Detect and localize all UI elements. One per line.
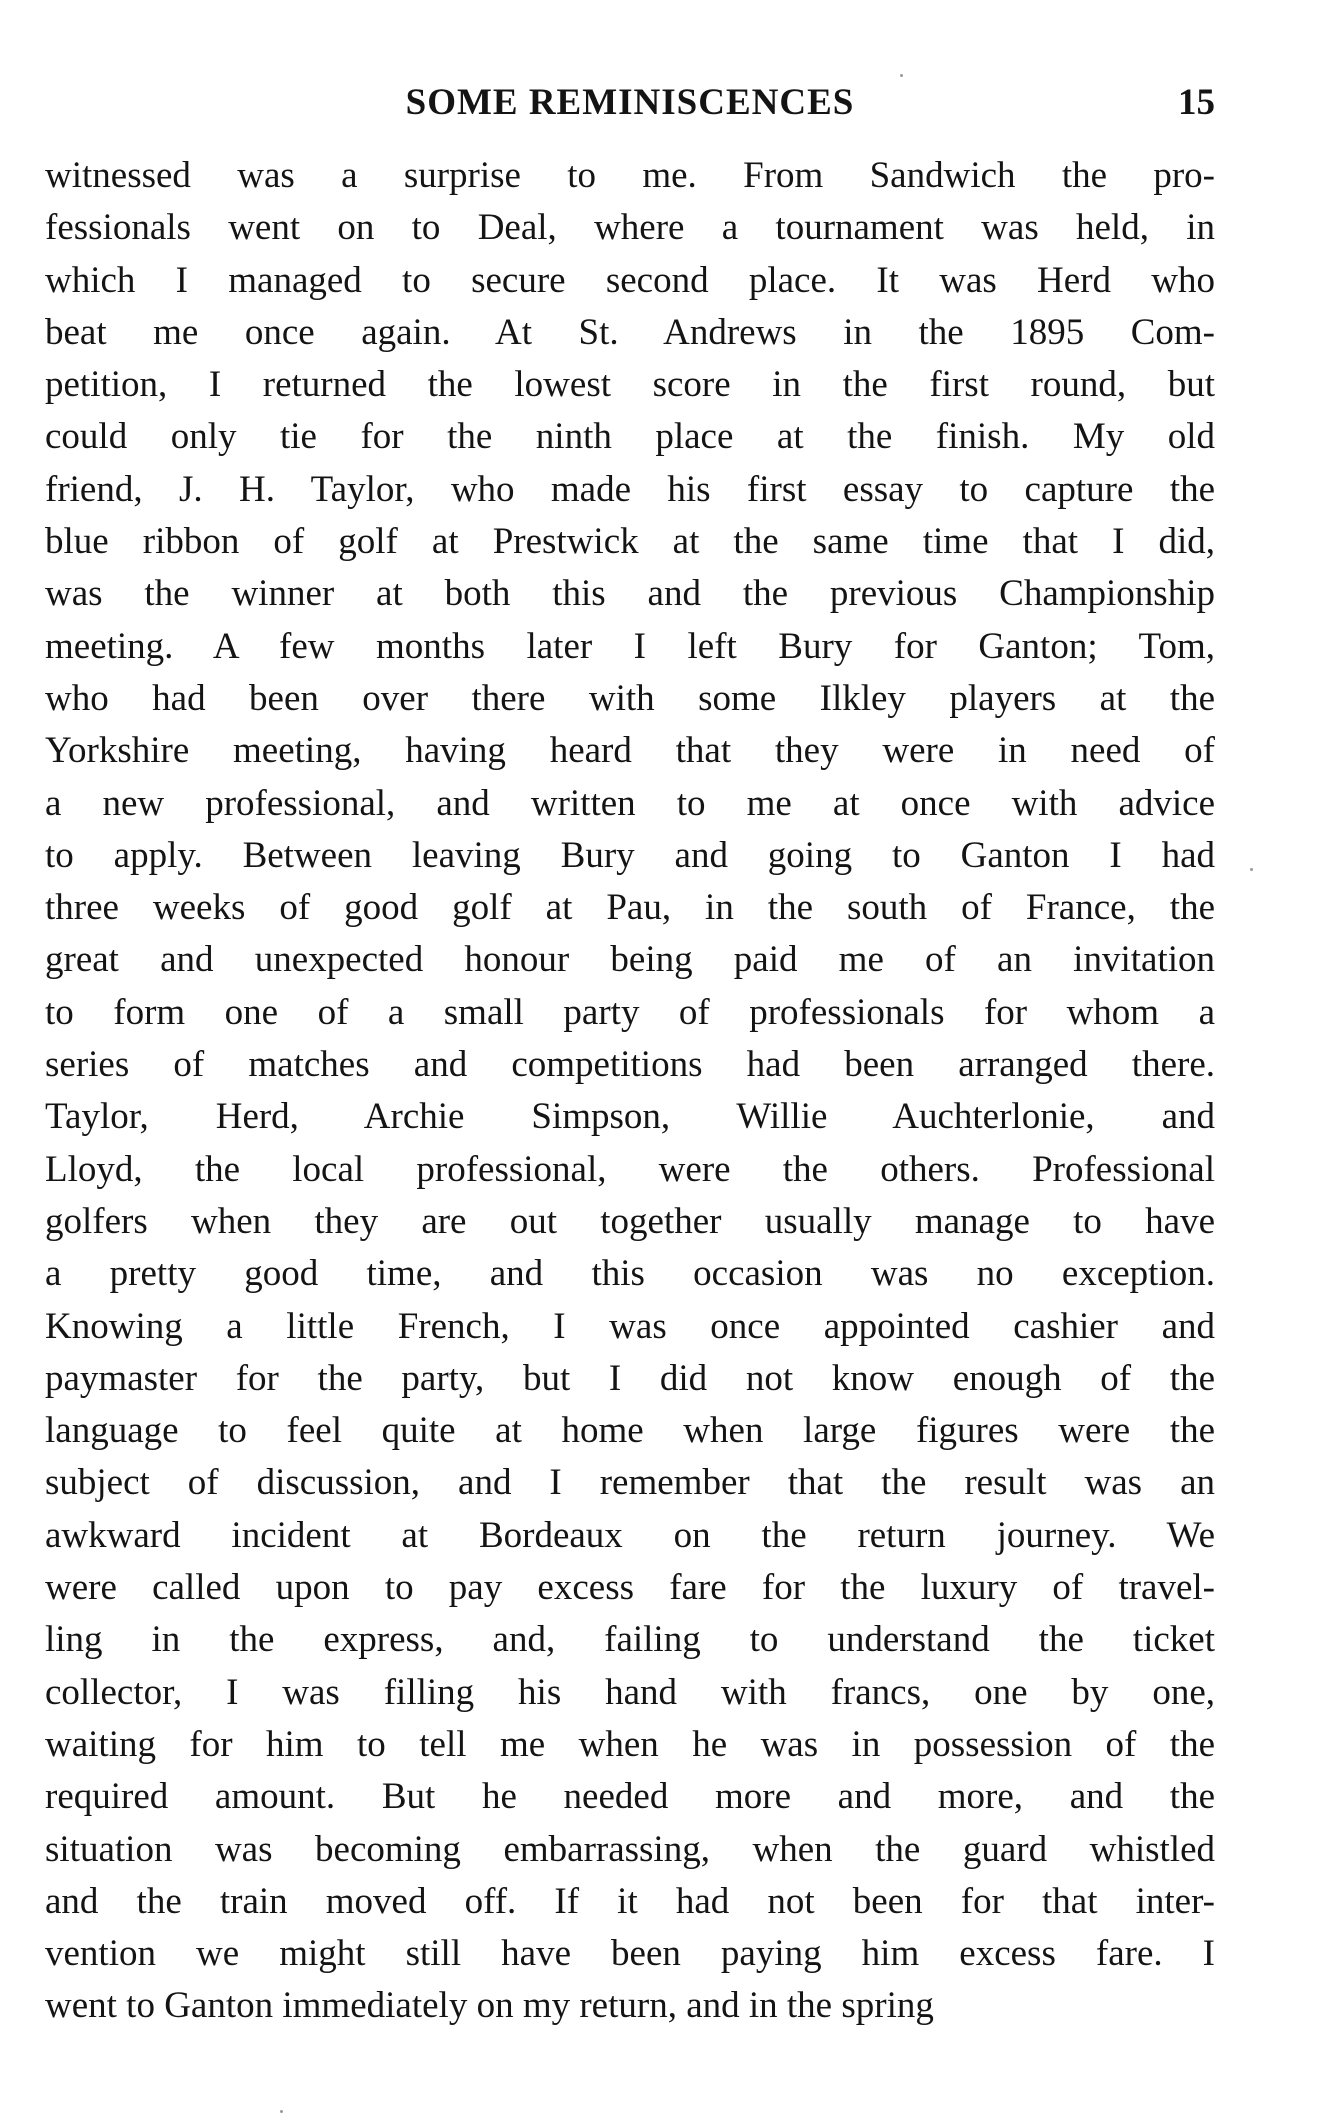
- text-line: Knowing a little French, I was once appointed cashier and: [45, 1305, 1215, 1347]
- text-line: went to Ganton immediately on my return, and in the spring: [45, 1985, 934, 2027]
- text-line: were called upon to pay excess fare for the luxury of travel-: [45, 1567, 1215, 1609]
- text-line: Taylor, Herd, Archie Simpson, Willie Auchterlonie, and: [45, 1096, 1215, 1138]
- text-line: a new professional, and written to me at once with advice: [45, 782, 1215, 824]
- text-line: a pretty good time, and this occasion was no exception.: [45, 1253, 1215, 1295]
- running-header: [45, 78, 1215, 128]
- text-line: great and unexpected honour being paid me of an invitation: [45, 939, 1215, 981]
- page-number: 15: [1178, 82, 1215, 123]
- text-line: required amount. But he needed more and more, and the: [45, 1776, 1215, 1818]
- text-line: vention we might still have been paying him excess fare. I: [45, 1933, 1215, 1975]
- text-line: waiting for him to tell me when he was in possession of the: [45, 1723, 1215, 1765]
- text-line: paymaster for the party, but I did not know enough of the: [45, 1357, 1215, 1399]
- text-line: blue ribbon of golf at Prestwick at the same time that I did,: [45, 521, 1215, 563]
- text-line: which I managed to secure second place. It was Herd who: [45, 259, 1215, 301]
- text-line: language to feel quite at home when large figures were the: [45, 1410, 1215, 1452]
- scan-speck: [280, 2110, 283, 2113]
- text-line: awkward incident at Bordeaux on the return journey. We: [45, 1514, 1215, 1556]
- text-line: could only tie for the ninth place at the finish. My old: [45, 416, 1215, 458]
- scan-speck: [1250, 868, 1253, 871]
- text-line: who had been over there with some Ilkley players at the: [45, 677, 1215, 719]
- text-line: Lloyd, the local professional, were the others. Professional: [45, 1148, 1215, 1190]
- text-line: witnessed was a surprise to me. From Sandwich the pro-: [45, 155, 1215, 196]
- text-line: subject of discussion, and I remember that the result was an: [45, 1462, 1215, 1504]
- text-line: situation was becoming embarrassing, when the guard whistled: [45, 1828, 1215, 1870]
- text-line: Yorkshire meeting, having heard that they were in need of: [45, 730, 1215, 772]
- text-line: three weeks of good golf at Pau, in the south of France, the: [45, 887, 1215, 929]
- text-line: beat me once again. At St. Andrews in the 1895 Com-: [45, 311, 1215, 353]
- text-line: and the train moved off. If it had not been for that inter-: [45, 1880, 1215, 1922]
- text-line: friend, J. H. Taylor, who made his first essay to capture the: [45, 468, 1215, 510]
- running-title: SOME REMINISCENCES: [405, 82, 855, 123]
- text-line: to form one of a small party of professionals for whom a: [45, 991, 1215, 1033]
- text-line: golfers when they are out together usually manage to have: [45, 1200, 1215, 1242]
- text-line: was the winner at both this and the previous Championship: [45, 573, 1215, 615]
- text-line: meeting. A few months later I left Bury for Ganton; Tom,: [45, 625, 1215, 667]
- text-line: to apply. Between leaving Bury and going to Ganton I had: [45, 834, 1215, 876]
- text-line: ling in the express, and, failing to understand the ticket: [45, 1619, 1215, 1661]
- scan-speck: [900, 74, 903, 77]
- text-line: petition, I returned the lowest score in the first round, but: [45, 364, 1215, 406]
- body-text: [45, 150, 1215, 2033]
- text-line: series of matches and competitions had been arranged there.: [45, 1044, 1215, 1086]
- text-line: fessionals went on to Deal, where a tournament was held, in: [45, 207, 1215, 249]
- text-line: collector, I was filling his hand with francs, one by one,: [45, 1671, 1215, 1713]
